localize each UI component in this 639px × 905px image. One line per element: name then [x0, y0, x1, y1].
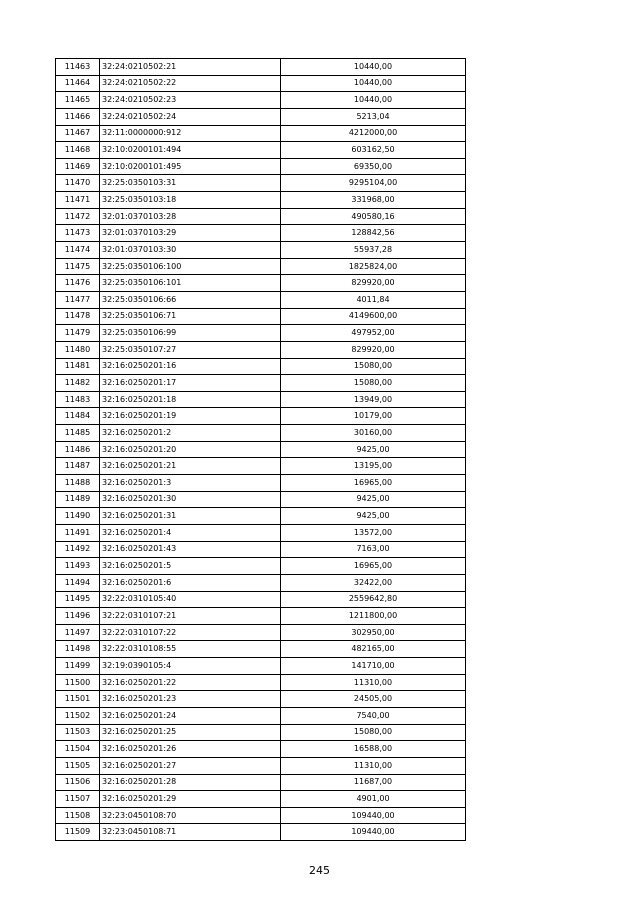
cadastral-number-cell: 32:25:0350106:71	[100, 308, 281, 325]
row-number-cell: 11468	[56, 142, 100, 159]
table-body	[56, 59, 466, 841]
table-row	[56, 691, 466, 708]
cadastral-number-cell: 32:25:0350103:31	[100, 175, 281, 192]
value-cell: 16965,00	[281, 558, 466, 575]
row-number-cell: 11471	[56, 192, 100, 209]
cadastral-number-cell: 32:16:0250201:30	[100, 491, 281, 508]
cadastral-number-cell: 32:16:0250201:2	[100, 425, 281, 442]
cadastral-number-cell: 32:25:0350107:27	[100, 341, 281, 358]
row-number-cell: 11490	[56, 508, 100, 525]
value-cell: 9425,00	[281, 508, 466, 525]
row-number-cell: 11504	[56, 741, 100, 758]
cadastral-number-cell: 32:16:0250201:4	[100, 524, 281, 541]
table-row	[56, 757, 466, 774]
value-cell: 15080,00	[281, 375, 466, 392]
cadastral-number-cell: 32:24:0210502:24	[100, 108, 281, 125]
row-number-cell: 11492	[56, 541, 100, 558]
row-number-cell: 11478	[56, 308, 100, 325]
table-row	[56, 724, 466, 741]
table-row	[56, 325, 466, 342]
cadastral-number-cell: 32:16:0250201:27	[100, 757, 281, 774]
cadastral-number-cell: 32:25:0350106:100	[100, 258, 281, 275]
value-cell: 10179,00	[281, 408, 466, 425]
row-number-cell: 11497	[56, 624, 100, 641]
value-cell: 603162,50	[281, 142, 466, 159]
table-row	[56, 341, 466, 358]
value-cell: 13572,00	[281, 524, 466, 541]
cadastral-number-cell: 32:22:0310107:21	[100, 608, 281, 625]
row-number-cell: 11499	[56, 658, 100, 675]
row-number-cell: 11467	[56, 125, 100, 142]
row-number-cell: 11472	[56, 208, 100, 225]
table-row	[56, 807, 466, 824]
table-row	[56, 524, 466, 541]
row-number-cell: 11479	[56, 325, 100, 342]
cadastral-number-cell: 32:11:0000000:912	[100, 125, 281, 142]
table-row	[56, 391, 466, 408]
row-number-cell: 11508	[56, 807, 100, 824]
table-row	[56, 425, 466, 442]
value-cell: 4212000,00	[281, 125, 466, 142]
value-cell: 4011,84	[281, 291, 466, 308]
value-cell: 10440,00	[281, 59, 466, 76]
page-number: 245	[309, 864, 330, 877]
cadastral-number-cell: 32:24:0210502:22	[100, 75, 281, 92]
value-cell: 9425,00	[281, 441, 466, 458]
row-number-cell: 11487	[56, 458, 100, 475]
cadastral-number-cell: 32:16:0250201:24	[100, 707, 281, 724]
table-row	[56, 158, 466, 175]
value-cell: 10440,00	[281, 75, 466, 92]
cadastral-number-cell: 32:16:0250201:31	[100, 508, 281, 525]
value-cell: 9295104,00	[281, 175, 466, 192]
row-number-cell: 11493	[56, 558, 100, 575]
row-number-cell: 11496	[56, 608, 100, 625]
cadastral-number-cell: 32:01:0370103:28	[100, 208, 281, 225]
cadastral-number-cell: 32:16:0250201:3	[100, 475, 281, 492]
table-row	[56, 591, 466, 608]
row-number-cell: 11469	[56, 158, 100, 175]
row-number-cell: 11506	[56, 774, 100, 791]
cadastral-number-cell: 32:16:0250201:28	[100, 774, 281, 791]
cadastral-number-cell: 32:16:0250201:20	[100, 441, 281, 458]
cadastral-number-cell: 32:10:0200101:495	[100, 158, 281, 175]
value-cell: 331968,00	[281, 192, 466, 209]
row-number-cell: 11484	[56, 408, 100, 425]
table-row	[56, 242, 466, 259]
value-cell: 7163,00	[281, 541, 466, 558]
row-number-cell: 11491	[56, 524, 100, 541]
value-cell: 11310,00	[281, 757, 466, 774]
table-row	[56, 574, 466, 591]
row-number-cell: 11465	[56, 92, 100, 109]
row-number-cell: 11498	[56, 641, 100, 658]
table-row	[56, 408, 466, 425]
cadastral-value-table	[55, 58, 466, 841]
row-number-cell: 11464	[56, 75, 100, 92]
row-number-cell: 11505	[56, 757, 100, 774]
table-row	[56, 491, 466, 508]
row-number-cell: 11488	[56, 475, 100, 492]
value-cell: 13195,00	[281, 458, 466, 475]
table-row	[56, 175, 466, 192]
cadastral-number-cell: 32:22:0310108:55	[100, 641, 281, 658]
table-row	[56, 192, 466, 209]
row-number-cell: 11475	[56, 258, 100, 275]
table-row	[56, 75, 466, 92]
row-number-cell: 11489	[56, 491, 100, 508]
cadastral-number-cell: 32:22:0310105:40	[100, 591, 281, 608]
value-cell: 497952,00	[281, 325, 466, 342]
row-number-cell: 11477	[56, 291, 100, 308]
row-number-cell: 11507	[56, 791, 100, 808]
row-number-cell: 11502	[56, 707, 100, 724]
value-cell: 109440,00	[281, 824, 466, 841]
row-number-cell: 11474	[56, 242, 100, 259]
value-cell: 32422,00	[281, 574, 466, 591]
cadastral-number-cell: 32:23:0450108:70	[100, 807, 281, 824]
value-cell: 2559642,80	[281, 591, 466, 608]
value-cell: 15080,00	[281, 724, 466, 741]
table-row	[56, 108, 466, 125]
value-cell: 490580,16	[281, 208, 466, 225]
table-row	[56, 92, 466, 109]
table-row	[56, 608, 466, 625]
cadastral-number-cell: 32:16:0250201:5	[100, 558, 281, 575]
cadastral-number-cell: 32:23:0450108:71	[100, 824, 281, 841]
row-number-cell: 11501	[56, 691, 100, 708]
table-row	[56, 441, 466, 458]
cadastral-number-cell: 32:16:0250201:22	[100, 674, 281, 691]
value-cell: 5213,04	[281, 108, 466, 125]
row-number-cell: 11483	[56, 391, 100, 408]
row-number-cell: 11503	[56, 724, 100, 741]
value-cell: 128842,56	[281, 225, 466, 242]
table-row	[56, 674, 466, 691]
value-cell: 16965,00	[281, 475, 466, 492]
table-row	[56, 741, 466, 758]
cadastral-number-cell: 32:24:0210502:23	[100, 92, 281, 109]
table-row	[56, 791, 466, 808]
value-cell: 4149600,00	[281, 308, 466, 325]
cadastral-number-cell: 32:25:0350106:101	[100, 275, 281, 292]
row-number-cell: 11476	[56, 275, 100, 292]
table-row	[56, 658, 466, 675]
row-number-cell: 11495	[56, 591, 100, 608]
cadastral-number-cell: 32:16:0250201:16	[100, 358, 281, 375]
value-cell: 141710,00	[281, 658, 466, 675]
value-cell: 55937,28	[281, 242, 466, 259]
cadastral-number-cell: 32:16:0250201:6	[100, 574, 281, 591]
table-row	[56, 541, 466, 558]
value-cell: 7540,00	[281, 707, 466, 724]
cadastral-number-cell: 32:25:0350106:66	[100, 291, 281, 308]
table-row	[56, 291, 466, 308]
value-cell: 829920,00	[281, 275, 466, 292]
row-number-cell: 11494	[56, 574, 100, 591]
value-cell: 13949,00	[281, 391, 466, 408]
row-number-cell: 11482	[56, 375, 100, 392]
cadastral-number-cell: 32:16:0250201:29	[100, 791, 281, 808]
cadastral-number-cell: 32:01:0370103:30	[100, 242, 281, 259]
table-row	[56, 624, 466, 641]
cadastral-number-cell: 32:16:0250201:43	[100, 541, 281, 558]
table-row	[56, 225, 466, 242]
cadastral-number-cell: 32:25:0350103:18	[100, 192, 281, 209]
row-number-cell: 11466	[56, 108, 100, 125]
table-row	[56, 208, 466, 225]
row-number-cell: 11509	[56, 824, 100, 841]
cadastral-number-cell: 32:25:0350106:99	[100, 325, 281, 342]
cadastral-number-cell: 32:10:0200101:494	[100, 142, 281, 159]
value-cell: 302950,00	[281, 624, 466, 641]
row-number-cell: 11481	[56, 358, 100, 375]
table-row	[56, 375, 466, 392]
cadastral-number-cell: 32:16:0250201:21	[100, 458, 281, 475]
table-row	[56, 774, 466, 791]
value-cell: 482165,00	[281, 641, 466, 658]
table-row	[56, 258, 466, 275]
cadastral-number-cell: 32:16:0250201:23	[100, 691, 281, 708]
table-row	[56, 125, 466, 142]
cadastral-number-cell: 32:24:0210502:21	[100, 59, 281, 76]
cadastral-number-cell: 32:16:0250201:17	[100, 375, 281, 392]
cadastral-number-cell: 32:22:0310107:22	[100, 624, 281, 641]
cadastral-number-cell: 32:16:0250201:19	[100, 408, 281, 425]
value-cell: 4901,00	[281, 791, 466, 808]
row-number-cell: 11485	[56, 425, 100, 442]
table-row	[56, 358, 466, 375]
table-row	[56, 142, 466, 159]
cadastral-number-cell: 32:16:0250201:18	[100, 391, 281, 408]
table-row	[56, 59, 466, 76]
value-cell: 16588,00	[281, 741, 466, 758]
value-cell: 1825824,00	[281, 258, 466, 275]
table-row	[56, 707, 466, 724]
cadastral-number-cell: 32:01:0370103:29	[100, 225, 281, 242]
table-row	[56, 508, 466, 525]
table-row	[56, 641, 466, 658]
cadastral-number-cell: 32:16:0250201:25	[100, 724, 281, 741]
value-cell: 11310,00	[281, 674, 466, 691]
row-number-cell: 11500	[56, 674, 100, 691]
row-number-cell: 11463	[56, 59, 100, 76]
table-row	[56, 275, 466, 292]
row-number-cell: 11480	[56, 341, 100, 358]
table-row	[56, 308, 466, 325]
value-cell: 1211800,00	[281, 608, 466, 625]
table-row	[56, 475, 466, 492]
value-cell: 10440,00	[281, 92, 466, 109]
table-row	[56, 458, 466, 475]
row-number-cell: 11486	[56, 441, 100, 458]
value-cell: 829920,00	[281, 341, 466, 358]
row-number-cell: 11473	[56, 225, 100, 242]
value-cell: 69350,00	[281, 158, 466, 175]
value-cell: 9425,00	[281, 491, 466, 508]
table-row	[56, 824, 466, 841]
row-number-cell: 11470	[56, 175, 100, 192]
value-cell: 109440,00	[281, 807, 466, 824]
value-cell: 30160,00	[281, 425, 466, 442]
cadastral-number-cell: 32:16:0250201:26	[100, 741, 281, 758]
value-cell: 15080,00	[281, 358, 466, 375]
cadastral-number-cell: 32:19:0390105:4	[100, 658, 281, 675]
table-row	[56, 558, 466, 575]
value-cell: 11687,00	[281, 774, 466, 791]
value-cell: 24505,00	[281, 691, 466, 708]
